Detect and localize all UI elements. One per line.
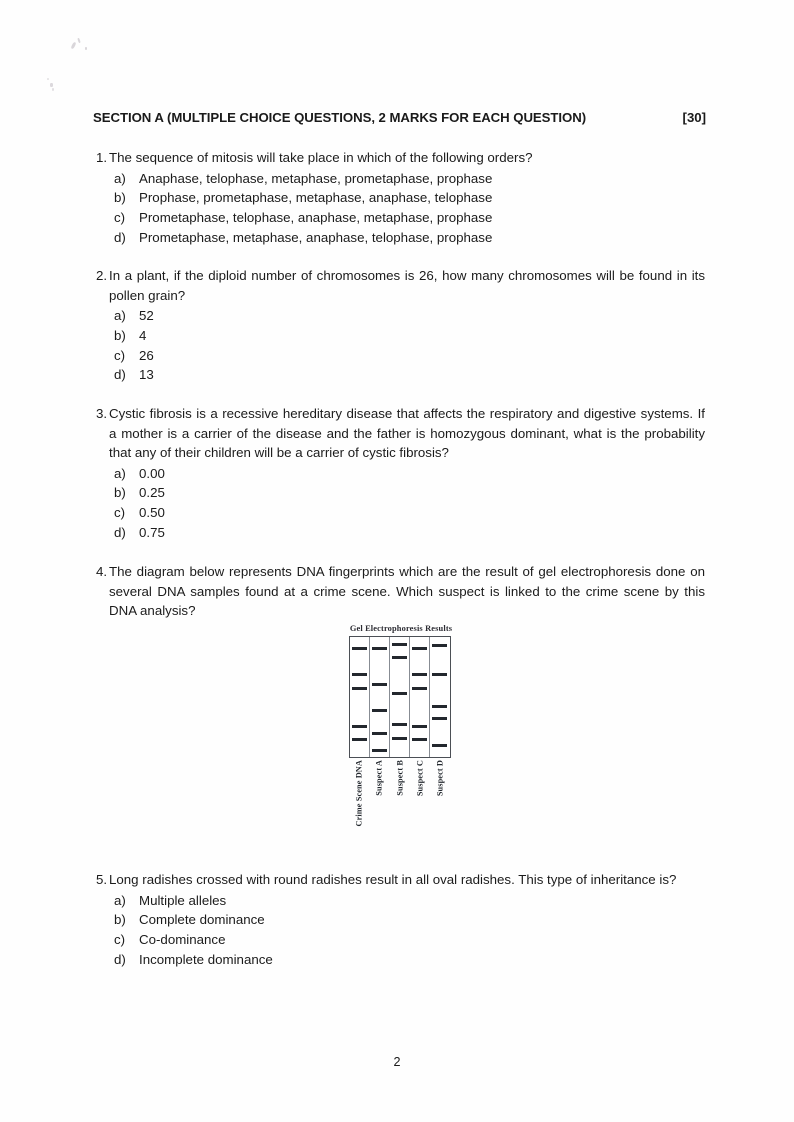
section-title: SECTION A (MULTIPLE CHOICE QUESTIONS, 2 MARKS FOR EACH QUESTION): [93, 110, 587, 125]
gel-lane-suspect-b: [390, 637, 410, 757]
gel-band: [372, 647, 387, 650]
option-5d-text: Incomplete dominance: [139, 951, 273, 967]
option-2c-text: 26: [139, 347, 154, 363]
scan-artifact-speck: [85, 47, 87, 50]
option-2c-letter: c): [114, 347, 126, 363]
option-1a-letter: a): [114, 170, 126, 186]
gel-band: [352, 687, 367, 690]
gel-band: [432, 673, 447, 676]
gel-band: [432, 717, 447, 720]
question-1-number: 1.: [96, 150, 108, 165]
question-2-options: [93, 306, 706, 385]
option-2a-letter: a): [114, 308, 126, 324]
gel-lane-label-text: Crime Scene DNA: [354, 760, 364, 827]
question-1-options: [93, 169, 706, 248]
option-5c[interactable]: [114, 930, 706, 950]
option-5b[interactable]: [114, 910, 706, 930]
option-5a-text: Multiple alleles: [139, 892, 227, 908]
option-1d[interactable]: [114, 228, 706, 248]
option-2a-text: 52: [139, 308, 154, 324]
option-2d-letter: d): [114, 367, 126, 383]
option-5a-letter: a): [114, 892, 126, 908]
gel-band: [392, 692, 407, 695]
question-3-options: [93, 464, 706, 543]
option-1d-text: Prometaphase, metaphase, anaphase, telophase, prophase: [139, 229, 493, 245]
scan-artifact-speck: [50, 83, 53, 87]
question-3-text: [93, 404, 706, 463]
option-1a-text: Anaphase, telophase, metaphase, prometaphase, prophase: [139, 170, 493, 186]
option-1c-text: Prometaphase, telophase, anaphase, metaphase, prophase: [139, 210, 493, 225]
gel-band: [412, 738, 427, 741]
page-number: 2: [393, 1055, 401, 1069]
gel-band: [412, 725, 427, 728]
gel-band: [352, 725, 367, 728]
option-5a[interactable]: [114, 891, 706, 911]
gel-band: [352, 647, 367, 650]
option-5c-text: Co-dominance: [139, 932, 226, 947]
option-1d-letter: d): [114, 229, 126, 245]
option-5b-letter: b): [114, 912, 126, 928]
option-1a[interactable]: [114, 169, 706, 189]
gel-lane-label-suspect-d: [430, 760, 450, 846]
scan-artifact-speck: [77, 38, 80, 43]
option-3d-text: 0.75: [139, 524, 165, 540]
question-5-text: [93, 870, 706, 890]
option-3c-text: 0.50: [139, 505, 165, 521]
question-5: [93, 870, 706, 969]
gel-band: [432, 744, 447, 747]
gel-lane-labels: [349, 760, 451, 846]
scan-artifact-speck: [71, 42, 77, 50]
gel-lane-label-crime-scene-dna: [349, 760, 369, 846]
option-3c-letter: c): [114, 505, 126, 521]
question-2: [93, 266, 706, 385]
option-5d[interactable]: [114, 950, 706, 970]
gel-lane-label-suspect-a: [369, 760, 389, 846]
gel-lane-label-suspect-b: [389, 760, 409, 846]
gel-band: [352, 738, 367, 741]
option-3b[interactable]: [114, 483, 706, 503]
option-3b-text: 0.25: [139, 485, 165, 501]
gel-band: [372, 683, 387, 686]
question-4-number: 4.: [96, 564, 108, 579]
gel-band: [392, 656, 407, 659]
figure-title: Gel Electrophoresis Results: [349, 624, 453, 633]
option-2c[interactable]: [114, 346, 706, 366]
gel-lane-label-text: Suspect A: [374, 760, 384, 796]
question-2-text: [93, 266, 706, 305]
gel-band: [412, 687, 427, 690]
gel-band: [412, 647, 427, 650]
question-4-body: The diagram below represents DNA fingerprints which are the result of gel electrophoresis done on several DNA samples found at a crime scene. Which suspect is linked to the crime scene by this DNA analysis?: [109, 564, 705, 619]
gel-band: [372, 709, 387, 712]
gel-band: [392, 643, 407, 646]
gel-band: [432, 644, 447, 647]
gel-lane-suspect-d: [430, 637, 449, 757]
gel-band: [412, 673, 427, 676]
gel-band: [432, 705, 447, 708]
option-2d-text: 13: [139, 367, 154, 383]
option-2b-text: 4: [139, 327, 147, 343]
option-2a[interactable]: [114, 306, 706, 326]
question-4-text: [93, 562, 706, 621]
gel-band: [372, 749, 387, 752]
gel-lane-suspect-c: [410, 637, 430, 757]
option-3d-letter: d): [114, 524, 126, 540]
option-2b-letter: b): [114, 327, 126, 343]
question-3: [93, 404, 706, 543]
gel-band: [372, 732, 387, 735]
gel-lane-label-text: Suspect C: [415, 760, 425, 797]
gel-lane-crime-scene-dna: [350, 637, 370, 757]
question-1: [93, 148, 706, 247]
question-2-number: 2.: [96, 268, 108, 283]
option-3b-letter: b): [114, 485, 126, 501]
question-5-body: Long radishes crossed with round radishes result in all oval radishes. This type of inheritance is?: [109, 872, 677, 887]
option-5d-letter: d): [114, 951, 126, 967]
gel-lane-label-text: Suspect D: [435, 760, 445, 797]
option-1c[interactable]: [114, 208, 706, 228]
option-3a-text: 0.00: [139, 465, 165, 481]
gel-lane-label-text: Suspect B: [395, 760, 405, 796]
option-3a[interactable]: [114, 464, 706, 484]
gel-band: [352, 673, 367, 676]
option-1b[interactable]: [114, 188, 706, 208]
question-4: [93, 562, 706, 621]
question-1-text: [93, 148, 706, 168]
option-1b-letter: b): [114, 190, 126, 206]
gel-box: [349, 636, 451, 758]
gel-band: [392, 723, 407, 726]
scan-artifact-speck: [47, 78, 49, 80]
question-3-body: Cystic fibrosis is a recessive hereditary disease that affects the respiratory and digestive systems. If a mother is a carrier of the disease and the father is homozygous dominant, what is the probability that any of their children will be a carrier of cystic fibrosis?: [109, 406, 705, 461]
option-3a-letter: a): [114, 465, 126, 481]
gel-lane-suspect-a: [370, 637, 390, 757]
option-3c[interactable]: [114, 503, 706, 523]
section-header: [93, 110, 706, 125]
gel-electrophoresis-figure: [93, 624, 706, 846]
option-3d[interactable]: [114, 523, 706, 543]
question-3-number: 3.: [96, 406, 108, 421]
question-5-options: [93, 891, 706, 970]
scan-artifact-speck: [52, 88, 54, 91]
question-1-body: The sequence of mitosis will take place in which of the following orders?: [109, 150, 533, 165]
section-marks: [30]: [682, 110, 706, 125]
option-1b-text: Prophase, prometaphase, metaphase, anaphase, telophase: [139, 190, 493, 206]
gel-lane-label-suspect-c: [410, 760, 430, 846]
question-2-body: In a plant, if the diploid number of chromosomes is 26, how many chromosomes will be found in its pollen grain?: [109, 268, 705, 303]
option-5b-text: Complete dominance: [139, 912, 265, 928]
question-5-number: 5.: [96, 872, 108, 887]
option-1c-letter: c): [114, 210, 126, 225]
option-2d[interactable]: [114, 365, 706, 385]
option-5c-letter: c): [114, 932, 126, 947]
option-2b[interactable]: [114, 326, 706, 346]
gel-band: [392, 737, 407, 740]
